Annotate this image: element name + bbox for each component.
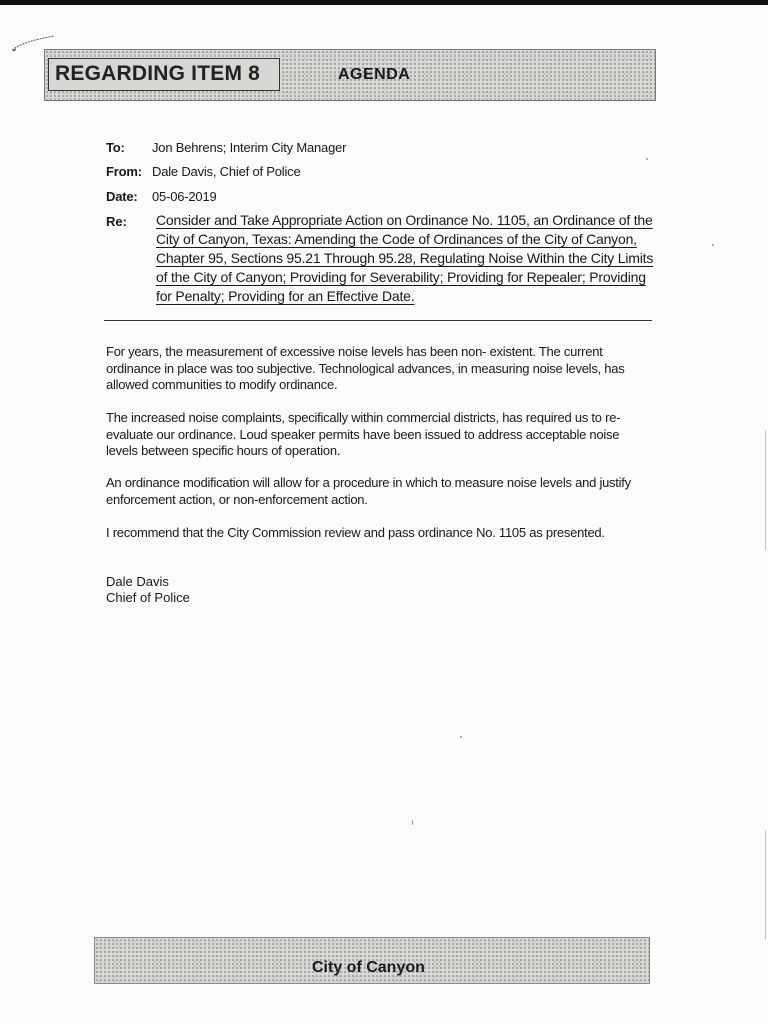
signature-name: Dale Davis: [106, 574, 169, 589]
memo-to-value: Jon Behrens; Interim City Manager: [152, 140, 347, 155]
scan-top-edge: [0, 0, 768, 5]
regarding-item-label: REGARDING ITEM 8: [48, 58, 280, 91]
memo-re-key: Re:: [106, 214, 127, 229]
memo-to-key: To:: [106, 140, 125, 155]
scan-speck: [646, 158, 648, 160]
scan-speck: [712, 244, 714, 246]
body-paragraph-2: The increased noise complaints, specifically within commercial districts, has required us to re-evaluate our ordinance. Loud speaker permits have been issued to address acceptable noise levels between specific hours of operation.: [106, 410, 621, 458]
agenda-label: AGENDA: [338, 66, 411, 83]
memo-from-row: [106, 164, 301, 179]
memo-from-key: From:: [106, 164, 142, 179]
footer-city-label: City of Canyon: [312, 959, 425, 976]
scan-speck: [412, 820, 413, 825]
scan-right-edge: [765, 430, 766, 550]
signature-title: Chief of Police: [106, 590, 190, 605]
memo-date-row: [106, 189, 217, 204]
memo-date-value: 05-06-2019: [152, 189, 217, 204]
memo-re-subject: Consider and Take Appropriate Action on Ordinance No. 1105, an Ordinance of the City of Canyon, Texas: Amending the Code of Ordinances of the City of Canyon, Chapter 95, Sections 95.21 Through 95.28, Regulating Noise Within the City Limits of the City of Canyon; Providing for Severability; Providing for Repealer; Providing for Penalty; Providing for an Effective Date.: [156, 212, 654, 304]
body-paragraph-4: I recommend that the City Commission review and pass ordinance No. 1105 as presented.: [106, 525, 605, 540]
scan-right-edge: [765, 830, 766, 940]
memo-date-key: Date:: [106, 189, 138, 204]
body-paragraph-1: For years, the measurement of excessive noise levels has been non- existent. The current ordinance in place was too subjective. Technological advances, in measuring noise levels, has allowed communities to modify ordinance.: [106, 344, 625, 392]
memo-to-row: [106, 140, 346, 155]
memo-divider: [104, 320, 652, 321]
scan-speck: [460, 736, 462, 738]
memo-from-value: Dale Davis, Chief of Police: [152, 164, 301, 179]
body-paragraph-3: An ordinance modification will allow for a procedure in which to measure noise levels and justify enforcement action, or non-enforcement action.: [106, 475, 631, 507]
